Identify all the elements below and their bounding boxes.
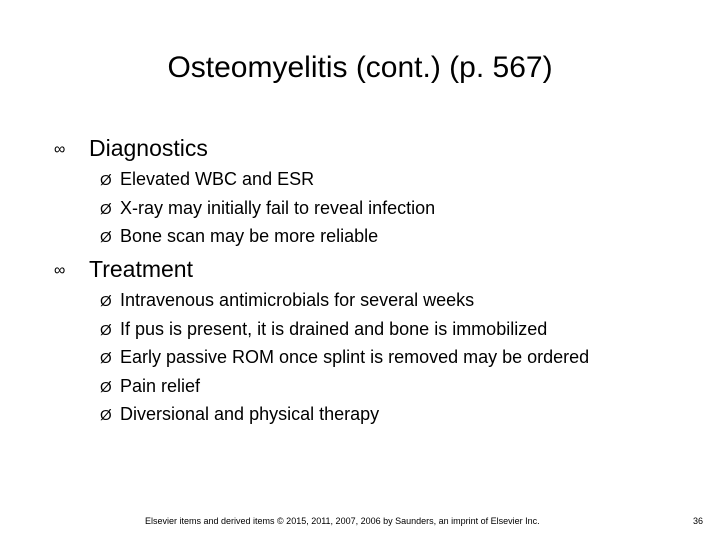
arrow-bullet-icon: Ø	[100, 293, 112, 310]
arrow-bullet-icon: Ø	[100, 321, 112, 339]
section-heading-treatment: Treatment	[89, 256, 193, 282]
diagnostics-list	[100, 165, 435, 251]
slide-title: Osteomyelitis (cont.) (p. 567)	[167, 51, 553, 84]
bullet-icon: ∞	[54, 262, 66, 279]
arrow-bullet-icon: Ø	[100, 200, 112, 218]
list-item: Ø Bone scan may be more reliable	[100, 222, 435, 251]
arrow-bullet-icon: Ø	[100, 407, 112, 424]
section-heading-diagnostics: Diagnostics	[89, 135, 208, 161]
list-item: Ø Elevated WBC and ESR	[100, 165, 435, 194]
list-item: Ø Early passive ROM once splint is removed may be ordered	[100, 343, 589, 372]
arrow-bullet-icon: Ø	[100, 350, 112, 367]
page-number: 36	[693, 516, 704, 526]
arrow-bullet-icon: Ø	[100, 378, 112, 396]
list-item: Ø Pain relief	[100, 372, 589, 401]
list-item: Ø Intravenous antimicrobials for several weeks	[100, 286, 589, 315]
list-item: Ø Diversional and physical therapy	[100, 400, 589, 429]
list-item: Ø X-ray may initially fail to reveal infection	[100, 194, 435, 223]
bullet-icon: ∞	[54, 141, 66, 158]
list-item: Ø If pus is present, it is drained and bone is immobilized	[100, 315, 589, 344]
arrow-bullet-icon: Ø	[100, 172, 112, 189]
copyright-footer: Elsevier items and derived items © 2015, 2011, 2007, 2006 by Saunders, an imprint of Elsevier Inc.	[145, 516, 540, 526]
arrow-bullet-icon: Ø	[100, 229, 112, 246]
treatment-list	[100, 286, 589, 429]
